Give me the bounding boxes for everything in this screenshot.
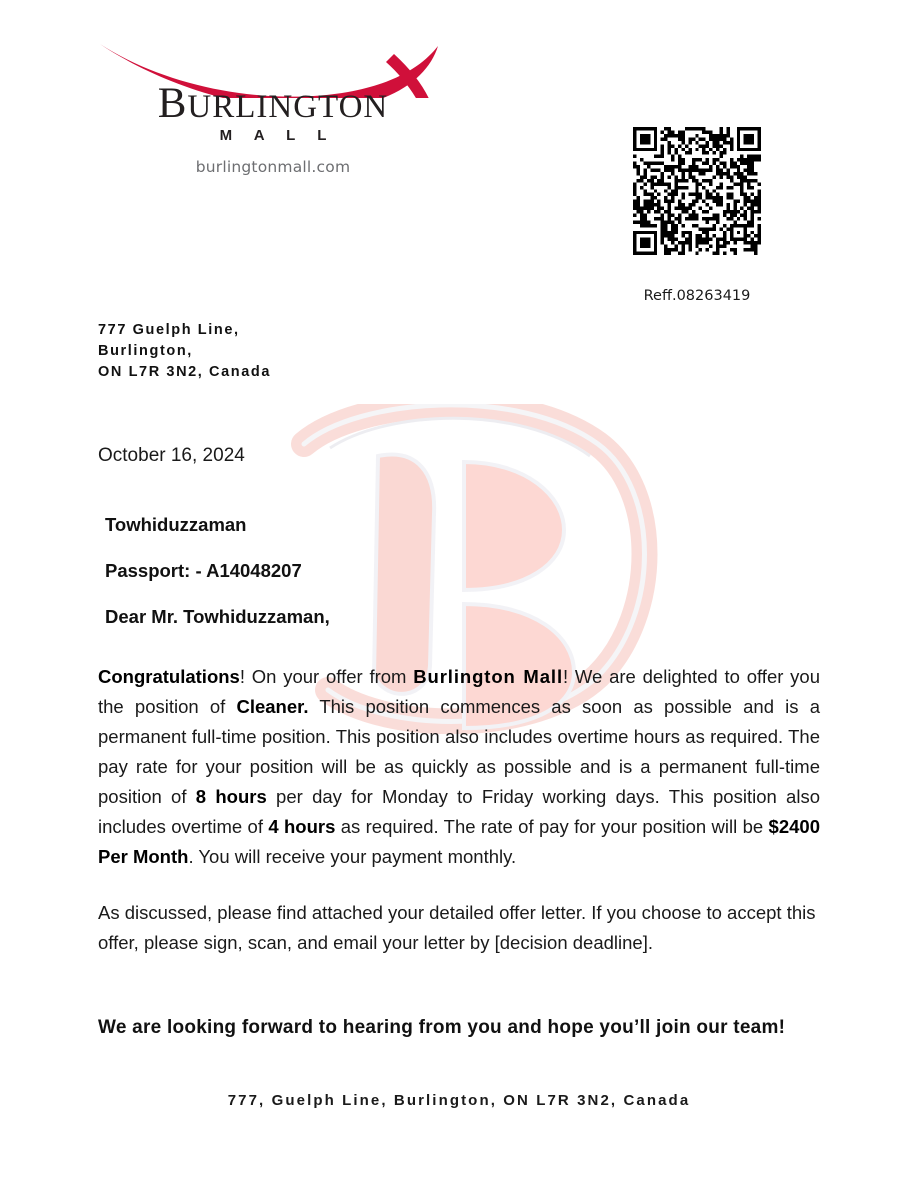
offer-paragraph xyxy=(98,662,820,872)
sender-address-line-1: 777 Guelph Line, xyxy=(98,322,240,338)
sender-address-line-2: Burlington, xyxy=(98,343,193,359)
footer-address: 777, Guelph Line, Burlington, ON L7R 3N2, Canada xyxy=(227,1092,691,1109)
recipient-passport: Passport: - A14048207 xyxy=(105,560,302,581)
qr-block xyxy=(633,127,761,304)
offer-text-1: ! On your offer from xyxy=(239,666,414,687)
letter-date: October 16, 2024 xyxy=(98,445,245,466)
reference-number: Reff.08263419 xyxy=(643,288,751,304)
attachment-paragraph: As discussed, please find attached your detailed offer letter. If you choose to accept this offer, please sign, scan, and email your letter by [decision deadline]. xyxy=(98,902,816,953)
overtime-hours: 4 hours xyxy=(268,816,336,837)
logo-wordmark-initial: B xyxy=(157,80,188,127)
recipient-name: Towhiduzzaman xyxy=(105,514,247,535)
qr-code-icon xyxy=(633,127,761,255)
letterhead-logo xyxy=(98,36,448,176)
offer-text-3: This position commences as soon as possible and is a permanent full-time position. This position also includes overtime hours as required. The pay rate for your position will be as quickly as possible and is a permanent full-time position of xyxy=(98,696,820,807)
offer-text-5: as required. The rate of pay for your position will be xyxy=(335,816,769,837)
closing-statement: We are looking forward to hearing from you and hope you’ll join our team! xyxy=(98,1017,786,1038)
offer-text-6: . You will receive your payment monthly. xyxy=(188,846,517,867)
congratulations-text: Congratulations xyxy=(98,666,240,687)
salary-amount: $2400 Per Month xyxy=(98,816,820,867)
salutation: Dear Mr. Towhiduzzaman, xyxy=(105,606,330,627)
sender-address xyxy=(98,320,271,383)
logo-wordmark-rest: URLINGTON xyxy=(187,89,389,125)
brand-name-inline: Burlington Mall xyxy=(413,666,563,687)
logo-website: burlingtonmall.com xyxy=(195,158,351,176)
offer-text-4: per day for Monday to Friday working days. This position also includes overtime of xyxy=(98,786,820,837)
offer-text-2: ! We are delighted to offer you the position of xyxy=(98,666,820,717)
position-title: Cleaner. xyxy=(236,696,309,717)
recipient-block xyxy=(105,513,820,628)
logo-subtitle: M A L L xyxy=(219,127,336,144)
letter-body xyxy=(98,443,820,1042)
logo-wordmark xyxy=(98,82,448,125)
sender-address-line-3: ON L7R 3N2, Canada xyxy=(98,364,272,380)
daily-hours: 8 hours xyxy=(195,786,267,807)
